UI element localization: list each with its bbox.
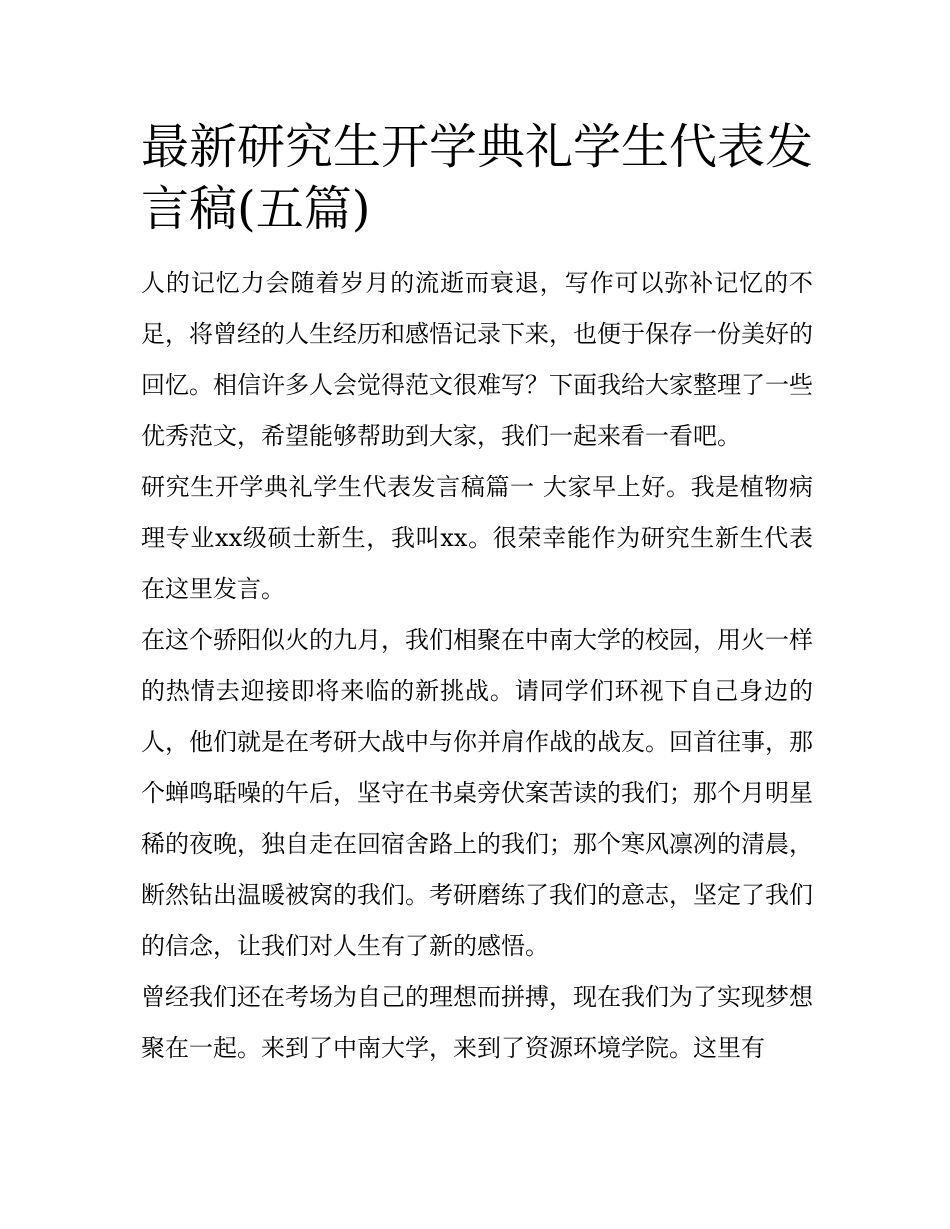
document-body xyxy=(141,116,813,1074)
paragraph-september: 在这个骄阳似火的九月，我们相聚在中南大学的校园，用火一样的热情去迎接即将来临的新挑战。请同学们环视下自己身边的人，他们就是在考研大战中与你并肩作战的战友。回首往事，那个蝉鸣聒噪的午后，坚守在书桌旁伏案苦读的我们；那个月明星稀的夜晚，独自走在回宿舍路上的我们；那个寒风凛冽的清晨，断然钻出温暖被窝的我们。考研磨练了我们的意志，坚定了我们的信念，让我们对人生有了新的感悟。 xyxy=(141,626,813,960)
paragraph-speech-opening: 研究生开学典礼学生代表发言稿篇一 大家早上好。我是植物病理专业xx级硕士新生，我叫xx。很荣幸能作为研究生新生代表在这里发言。 xyxy=(141,473,813,603)
paragraph-intro: 人的记忆力会随着岁月的流逝而衰退，写作可以弥补记忆的不足，将曾经的人生经历和感悟记录下来，也便于保存一份美好的回忆。相信许多人会觉得范文很难写？下面我给大家整理了一些优秀范文，希望能够帮助到大家，我们一起来看一看吧。 xyxy=(141,269,813,450)
document-title: 最新研究生开学典礼学生代表发言稿(五篇) xyxy=(141,119,814,237)
paragraph-dream: 曾经我们还在考场为自己的理想而拼搏，现在我们为了实现梦想聚在一起。来到了中南大学，来到了资源环境学院。这里有 xyxy=(141,983,813,1062)
